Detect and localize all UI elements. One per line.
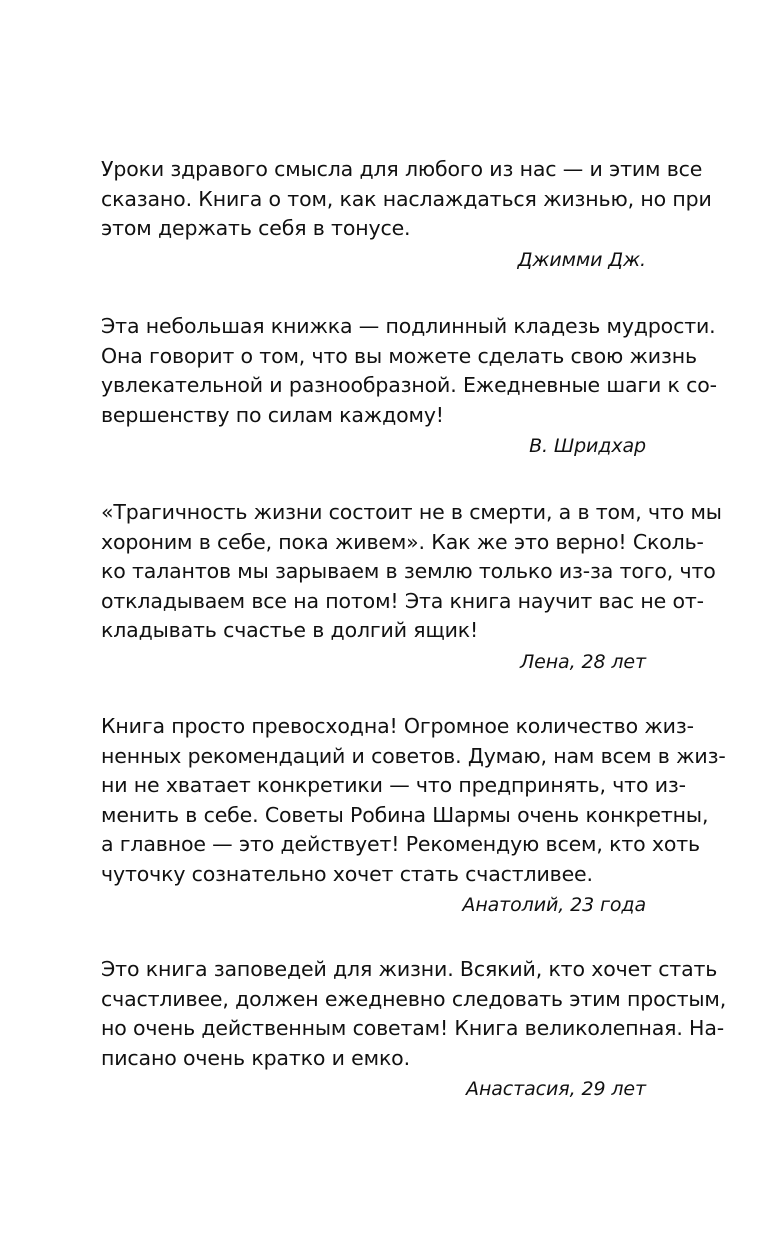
review-text-line: кладывать счастье в долгий ящик! [101,618,479,642]
review-text-line: менить в себе. Советы Робина Шармы очень конкретны, [101,802,709,827]
review-author: Анатолий, 23 года [462,894,646,916]
review-text-line: Это книга заповедей для жизни. Всякий, кто хочет стать [101,957,718,981]
review-text-line: Книга просто превосходна! Огромное количество жиз- [101,714,694,738]
review-text-line: счастливее, должен ежедневно следовать этим простым, [101,986,727,1011]
review-text-line: ни не хватает конкретики — что предпринять, что из- [101,773,686,797]
review-text-line: «Трагичность жизни состоит не в смерти, а в том, что мы [101,500,722,524]
review-author: Джимми Дж. [517,248,646,271]
review-text-line: Она говорит о том, что вы можете сделать свою жизнь [101,343,697,368]
review-text-line: ненных рекомендаций и советов. Думаю, нам всем в жиз- [101,743,726,768]
review-text-line: хороним в себе, пока живем». Как же это верно! Сколь- [101,529,704,554]
review-text-line: но очень действенным советам! Книга великолепная. На- [101,1016,724,1040]
review-text-line: этом держать себя в тонусе. [101,216,411,240]
review-author: Анастасия, 29 лет [466,1078,646,1100]
review-4 [101,712,726,919]
review-text-line: чуточку сознательно хочет стать счастливее. [101,861,593,886]
review-text-line: писано очень кратко и емко. [101,1045,410,1070]
review-text-line: вершенству по силам каждому! [101,402,444,427]
review-5 [101,955,727,1103]
review-text-line: ко талантов мы зарываем в землю только из-за того, что [101,559,716,583]
review-author: В. Шридхар [529,435,646,457]
review-3 [101,498,722,676]
review-text-line: а главное — это действует! Рекомендую всем, кто хоть [101,832,700,856]
review-1 [101,155,712,274]
review-author: Лена, 28 лет [519,650,646,673]
review-text-line: увлекательной и разнообразной. Ежедневные шаги к со- [101,373,717,397]
review-text-line: откладываем все на потом! Эта книга научит вас не от- [101,588,704,613]
review-2 [101,312,717,460]
review-text-line: Уроки здравого смысла для любого из нас — и этим все [101,157,703,181]
review-text-line: сказано. Книга о том, как наслаждаться жизнью, но при [101,186,712,211]
review-text-line: Эта небольшая книжка — подлинный кладезь мудрости. [101,314,716,338]
